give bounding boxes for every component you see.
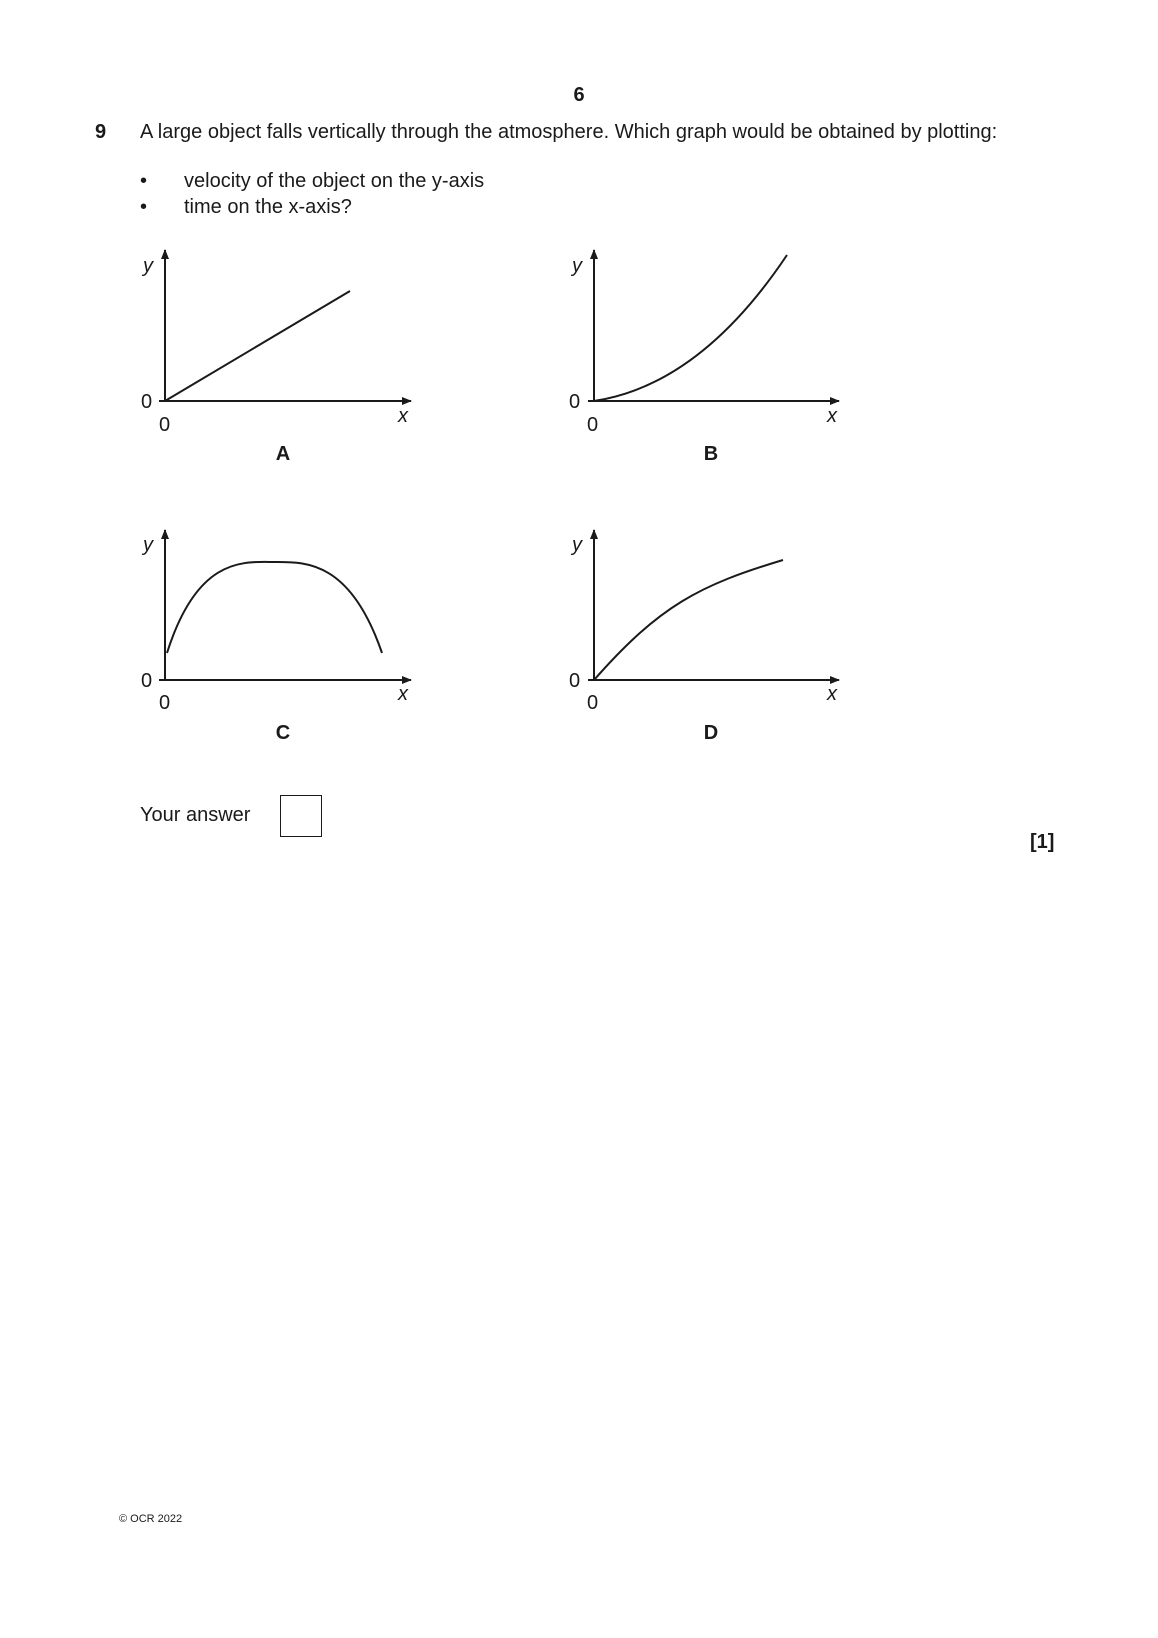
- x-axis-label: x: [827, 683, 837, 705]
- graph-c-curve: [167, 562, 382, 653]
- graph-c-label: C: [275, 722, 291, 744]
- origin-x-label: 0: [587, 414, 599, 436]
- bullet-dot: •: [140, 170, 148, 192]
- x-axis-label: x: [398, 683, 408, 705]
- graph-b-label: B: [703, 443, 719, 465]
- copyright-footer: © OCR 2022: [119, 1513, 183, 1525]
- origin-y-label: 0: [569, 391, 581, 413]
- x-axis-label: x: [827, 405, 837, 427]
- question-text: A large object falls vertically through the atmosphere. Which graph would be obtained by plotting:: [140, 121, 998, 143]
- origin-x-label: 0: [159, 414, 171, 436]
- graph-a-label: A: [275, 443, 291, 465]
- graph-d: [569, 530, 839, 744]
- bullet-text: velocity of the object on the y-axis: [184, 170, 485, 192]
- graph-d-label: D: [703, 722, 719, 744]
- question-number: 9: [95, 121, 107, 143]
- x-axis-label: x: [398, 405, 408, 427]
- graph-b-curve: [594, 255, 787, 401]
- graph-b: [569, 250, 839, 465]
- y-axis-label: y: [143, 534, 153, 556]
- graph-d-curve: [594, 560, 783, 680]
- bullet-text: time on the x-axis?: [184, 196, 352, 218]
- bullet-dot: •: [140, 196, 148, 218]
- y-axis-label: y: [143, 255, 153, 277]
- origin-x-label: 0: [159, 692, 171, 714]
- graph-c: [141, 530, 411, 744]
- origin-y-label: 0: [569, 670, 581, 692]
- answer-label: Your answer: [140, 804, 251, 826]
- origin-y-label: 0: [141, 670, 153, 692]
- page-number: 6: [573, 84, 585, 106]
- answer-box[interactable]: [280, 795, 322, 837]
- origin-x-label: 0: [587, 692, 599, 714]
- origin-y-label: 0: [141, 391, 153, 413]
- y-axis-label: y: [572, 255, 582, 277]
- graph-a: [141, 250, 411, 465]
- y-axis-label: y: [572, 534, 582, 556]
- marks-indicator: [1]: [1030, 831, 1055, 853]
- graph-a-curve: [165, 291, 350, 401]
